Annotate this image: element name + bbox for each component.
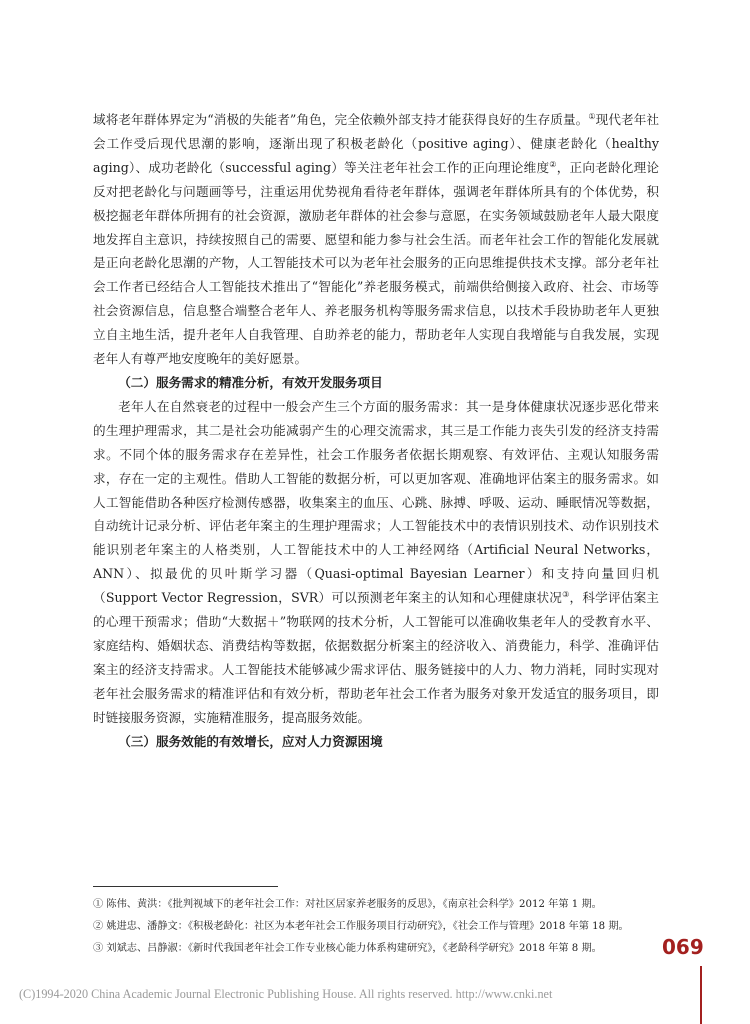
footnote: ② 姚进忠、潘静文：《积极老龄化：社区为本老年社会工作服务项目行动研究》，《社会工作与管理》2018 年第 18 期。 (93, 921, 629, 932)
paragraph-text: 域将老年群体界定为“消极的失能者”角色，完全依赖外部支持才能获得良好的生存质量。 (93, 112, 589, 127)
copyright-notice: (C)1994-2020 China Academic Journal Electronic Publishing House. All rights reserved. http://www.cnki.net (19, 987, 553, 1001)
footnote: ③ 刘斌志、吕静淑：《新时代我国老年社会工作专业核心能力体系构建研究》，《老龄科学研究》2018 年第 8 期。 (93, 943, 602, 954)
section-heading: （二）服务需求的精准分析，有效开发服务项目 (118, 374, 383, 390)
paragraph-text: 老年人在自然衰老的过程中一般会产生三个方面的服务需求：其一是身体健康状况逐步恶化带来的生理护理需求，其二是社会功能减弱产生的心理交流需求，其三是工作能力丧失引发的经济支持需求。不同个体的服务需求存在差异性，社会工作服务者依据长期观察、有效评估、主观认知服务需求，存在一定的主观性。借助人工智能的数据分析，可以更加客观、准确地评估案主的服务需求。如人工智能借助各种医疗检测传感器，收集案主的血压、心跳、脉搏、呼吸、运动、睡眠情况等数据，自动统计记录分析、评估老年案主的生理护理需求；人工智能技术中的表情识别技术、动作识别技术能识别老年案主的人格类别，人工智能技术中的人工神经网络（Artificial Neural Networks，ANN）、拟最优的贝叶斯学习器（Quasi-optimal Bayesian Learner）和支持向量回归机（Support Vector Regression，SVR）可以预测老年案主的认知和心理健康状况 (93, 398, 659, 606)
paragraph-text: ，正向老龄化理论反对把老龄化与问题画等号，注重运用优势视角看待老年群体，强调老年群体所具有的个体优势，积极挖掘老年群体所拥有的社会资源，激励老年群体的社会参与意愿，在实务领域鼓励老年人最大限度地发挥自主意识，持续按照自己的需要、愿望和能力参与社会生活。而老年社会工作的智能化发展就是正向老龄化思潮的产物，人工智能技术可以为老年社会服务的正向思维提供技术支撑。部分老年社会工作者已经结合人工智能技术推出了“智能化”养老服务模式，前端供给侧接入政府、社会、市场等社会资源信息，信息整合端整合老年人、养老服务机构等服务需求信息，以技术手段协助老年人更独立自主地生活，提升老年人自我管理、自助养老的能力，帮助老年人实现自我增能与自我发展，实现老年人有尊严地安度晚年的美好愿景。 (93, 159, 660, 367)
main-text (93, 108, 659, 753)
footnote-ref[interactable]: ② (549, 159, 557, 169)
footnote-ref[interactable]: ① (588, 111, 596, 121)
paragraph-text: 现代老年社会工作受后现代思潮的影响，逐渐出现了积极老龄化（positive aging）、健康老龄化（healthy aging）、成功老龄化（successful aging）等关注老年社会工作的正向理论维度 (93, 112, 660, 175)
paragraph (93, 108, 659, 371)
paragraph (93, 395, 659, 730)
page-number: 069 (662, 935, 704, 959)
footnote-ref[interactable]: ③ (562, 589, 570, 599)
footnote: ① 陈伟、黄洪：《批判视域下的老年社会工作：对社区居家养老服务的反思》，《南京社会科学》2012 年第 1 期。 (93, 899, 602, 910)
section-heading: （三）服务效能的有效增长，应对人力资源困境 (118, 733, 383, 749)
footnote-divider (93, 886, 278, 887)
footnotes (93, 894, 663, 960)
page-margin-rule (700, 966, 702, 1024)
paragraph-text: ，科学评估案主的心理干预需求；借助“大数据＋”物联网的技术分析，人工智能可以准确收集老年人的受教育水平、家庭结构、婚姻状态、消费结构等数据，依据数据分析案主的经济收入、消费能力，科学、准确评估案主的经济支持需求。人工智能技术能够减少需求评估、服务链接中的人力、物力消耗，同时实现对老年社会服务需求的精准评估和有效分析，帮助老年社会工作者为服务对象开发适宜的服务项目，即时链接服务资源，实施精准服务，提高服务效能。 (93, 590, 660, 725)
